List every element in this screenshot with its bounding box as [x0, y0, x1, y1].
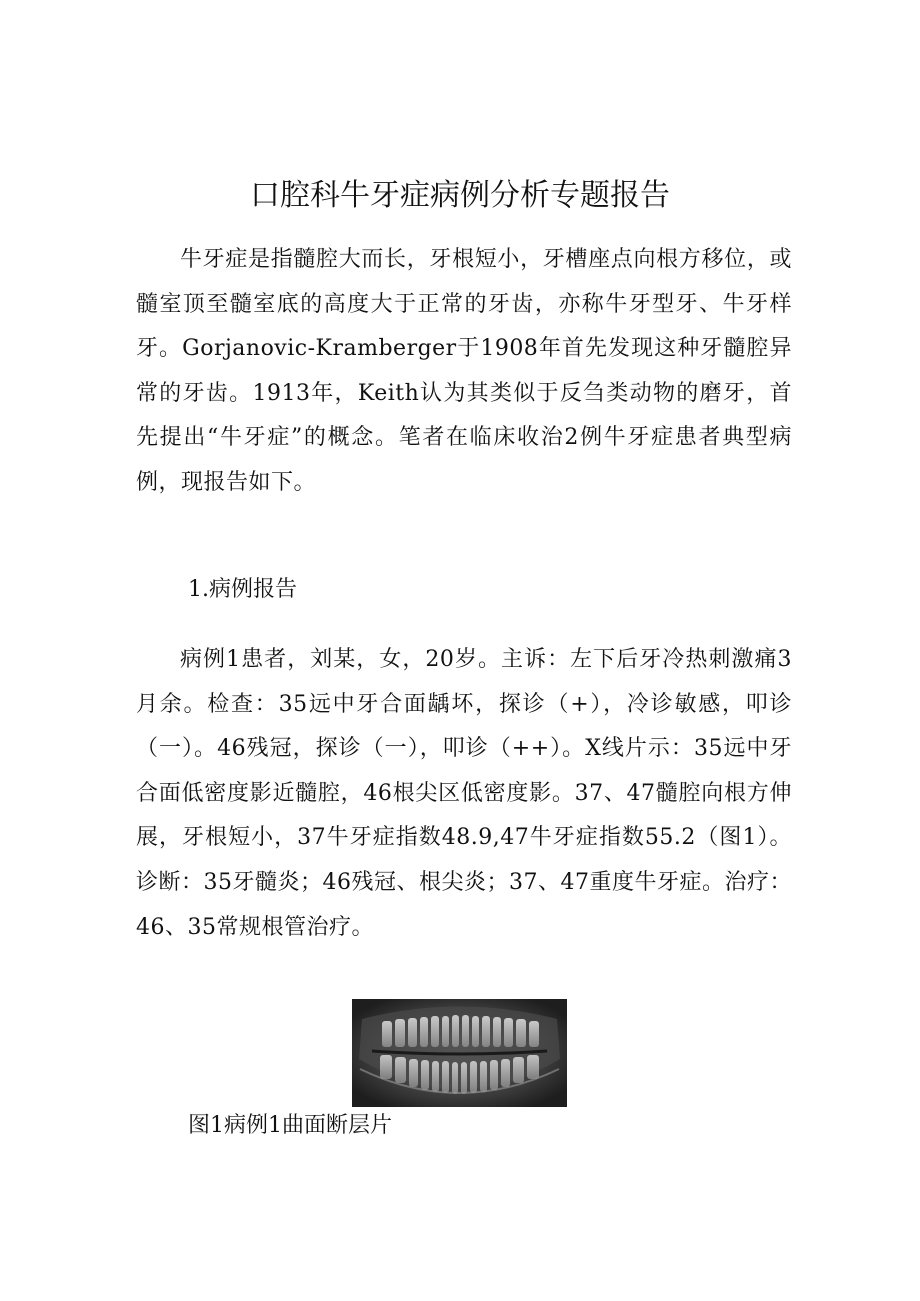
panoramic-xray-image: [352, 999, 567, 1107]
intro-paragraph: 牛牙症是指髓腔大而长，牙根短小，牙槽座点向根方移位，或髓室顶至髓室底的高度大于正常的牙齿，亦称牛牙型牙、牛牙样牙。Gorjanovic-Kramberger于1908年首先发现这种牙髓腔异常的牙齿。1913年，Keith认为其类似于反刍类动物的磨牙，首先提出“牛牙症”的概念。笔者在临床收治2例牛牙症患者典型病例，现报告如下。: [136, 247, 792, 495]
document-title: 口腔科牛牙症病例分析专题报告: [250, 178, 670, 213]
section-heading: 1.病例报告: [188, 577, 297, 602]
case1-paragraph: 病例1患者，刘某，女，20岁。主诉：左下后牙冷热刺激痛3月余。检查：35远中牙合面龋坏，探诊（+），冷诊敏感，叩诊（一）。46残冠，探诊（一），叩诊（++）。X线片示：35远中牙合面低密度影近髓腔，46根尖区低密度影。37、47髓腔向根方伸展，牙根短小，37牛牙症指数48.9,47牛牙症指数55.2（图1）。诊断：35牙髓炎；46残冠、根尖炎；37、47重度牛牙症。治疗：46、35常规根管治疗。: [136, 647, 792, 940]
xray-drawing: [352, 999, 567, 1107]
figure-caption: 图1病例1曲面断层片: [188, 1113, 392, 1138]
